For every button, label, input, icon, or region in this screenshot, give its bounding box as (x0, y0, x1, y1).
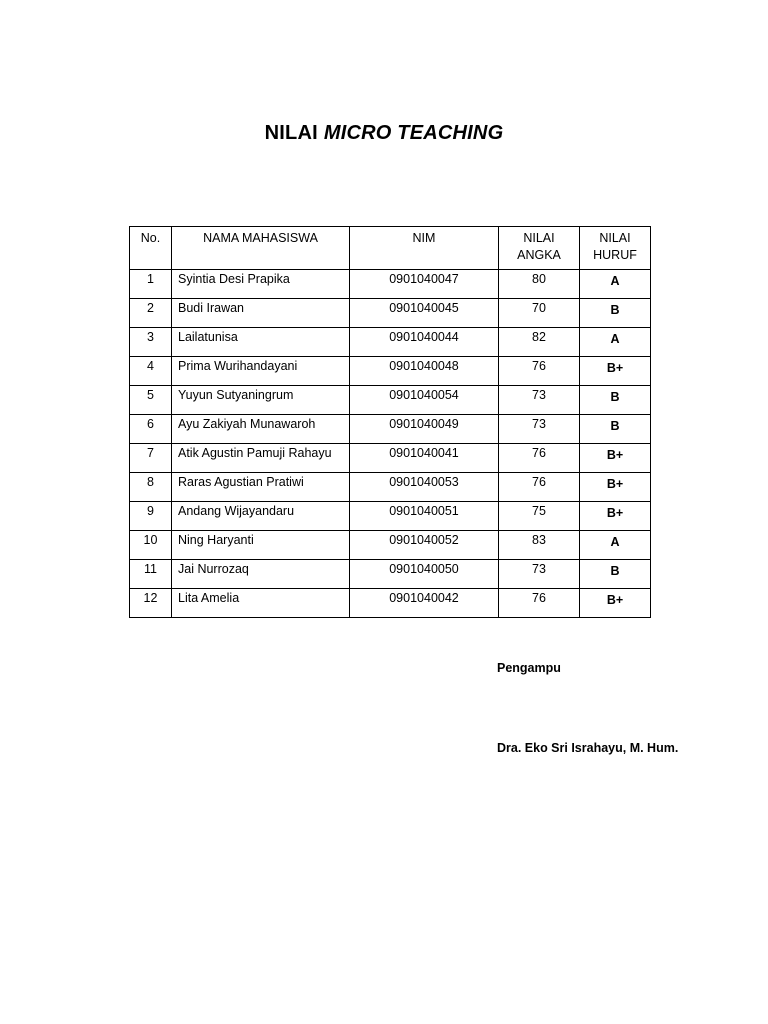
cell-nilai-huruf: B+ (580, 444, 651, 473)
header-name: NAMA MAHASISWA (172, 227, 350, 270)
cell-nilai-angka: 82 (499, 328, 580, 357)
cell-no: 6 (130, 415, 172, 444)
cell-nim: 0901040051 (350, 502, 499, 531)
title-emphasis: MICRO TEACHING (323, 122, 504, 144)
cell-nilai-angka: 76 (499, 473, 580, 502)
table-row (130, 473, 651, 502)
cell-nilai-angka: 73 (499, 415, 580, 444)
cell-no: 12 (130, 589, 172, 618)
cell-nilai-angka: 73 (499, 560, 580, 589)
cell-no: 1 (130, 270, 172, 299)
cell-no: 2 (130, 299, 172, 328)
cell-no: 10 (130, 531, 172, 560)
cell-nilai-huruf: B+ (580, 589, 651, 618)
cell-nilai-huruf: A (580, 270, 651, 299)
cell-nim: 0901040054 (350, 386, 499, 415)
cell-nim: 0901040042 (350, 589, 499, 618)
header-nilai-huruf (580, 227, 651, 270)
header-nilai-angka (499, 227, 580, 270)
cell-student-name: Ayu Zakiyah Munawaroh (172, 415, 350, 444)
cell-nim: 0901040050 (350, 560, 499, 589)
cell-nim: 0901040047 (350, 270, 499, 299)
cell-nim: 0901040049 (350, 415, 499, 444)
cell-nilai-huruf: B+ (580, 357, 651, 386)
cell-nim: 0901040045 (350, 299, 499, 328)
cell-nilai-huruf: B (580, 415, 651, 444)
signature-name: Dra. Eko Sri Israhayu, M. Hum. (497, 741, 679, 755)
table-row (130, 589, 651, 618)
cell-no: 7 (130, 444, 172, 473)
page-title (0, 122, 768, 145)
cell-nilai-angka: 76 (499, 357, 580, 386)
cell-student-name: Jai Nurrozaq (172, 560, 350, 589)
cell-nilai-angka: 73 (499, 386, 580, 415)
header-nim: NIM (350, 227, 499, 270)
header-nilai-angka-line1: NILAI (523, 231, 555, 245)
cell-nim: 0901040053 (350, 473, 499, 502)
table-row (130, 502, 651, 531)
table-header-row (130, 227, 651, 270)
cell-nim: 0901040052 (350, 531, 499, 560)
cell-nilai-huruf: B+ (580, 473, 651, 502)
cell-student-name: Yuyun Sutyaningrum (172, 386, 350, 415)
cell-nilai-angka: 75 (499, 502, 580, 531)
header-no: No. (130, 227, 172, 270)
cell-nilai-huruf: B+ (580, 502, 651, 531)
header-nilai-huruf-line2: HURUF (593, 248, 637, 262)
cell-no: 11 (130, 560, 172, 589)
cell-student-name: Atik Agustin Pamuji Rahayu (172, 444, 350, 473)
header-nilai-huruf-line1: NILAI (599, 231, 631, 245)
cell-student-name: Raras Agustian Pratiwi (172, 473, 350, 502)
cell-nim: 0901040044 (350, 328, 499, 357)
cell-no: 5 (130, 386, 172, 415)
cell-student-name: Ning Haryanti (172, 531, 350, 560)
table-row (130, 270, 651, 299)
table-row (130, 531, 651, 560)
header-nilai-angka-line2: ANGKA (517, 248, 561, 262)
cell-nilai-angka: 76 (499, 444, 580, 473)
cell-no: 3 (130, 328, 172, 357)
cell-no: 9 (130, 502, 172, 531)
cell-nilai-angka: 83 (499, 531, 580, 560)
table-row (130, 415, 651, 444)
cell-student-name: Lita Amelia (172, 589, 350, 618)
cell-nilai-huruf: B (580, 299, 651, 328)
cell-nilai-angka: 70 (499, 299, 580, 328)
cell-nim: 0901040048 (350, 357, 499, 386)
table-row (130, 357, 651, 386)
cell-nilai-angka: 76 (499, 589, 580, 618)
cell-student-name: Budi Irawan (172, 299, 350, 328)
title-prefix: NILAI (264, 122, 318, 144)
cell-nilai-huruf: A (580, 531, 651, 560)
cell-student-name: Andang Wijayandaru (172, 502, 350, 531)
cell-no: 4 (130, 357, 172, 386)
grades-table (129, 226, 651, 618)
cell-nilai-huruf: A (580, 328, 651, 357)
cell-student-name: Syintia Desi Prapika (172, 270, 350, 299)
cell-no: 8 (130, 473, 172, 502)
cell-nim: 0901040041 (350, 444, 499, 473)
cell-student-name: Lailatunisa (172, 328, 350, 357)
table-row (130, 328, 651, 357)
cell-student-name: Prima Wurihandayani (172, 357, 350, 386)
table-body (130, 270, 651, 618)
cell-nilai-angka: 80 (499, 270, 580, 299)
signature-role: Pengampu (497, 661, 561, 675)
table-row (130, 299, 651, 328)
table-row (130, 444, 651, 473)
table-row (130, 560, 651, 589)
table-row (130, 386, 651, 415)
cell-nilai-huruf: B (580, 560, 651, 589)
cell-nilai-huruf: B (580, 386, 651, 415)
